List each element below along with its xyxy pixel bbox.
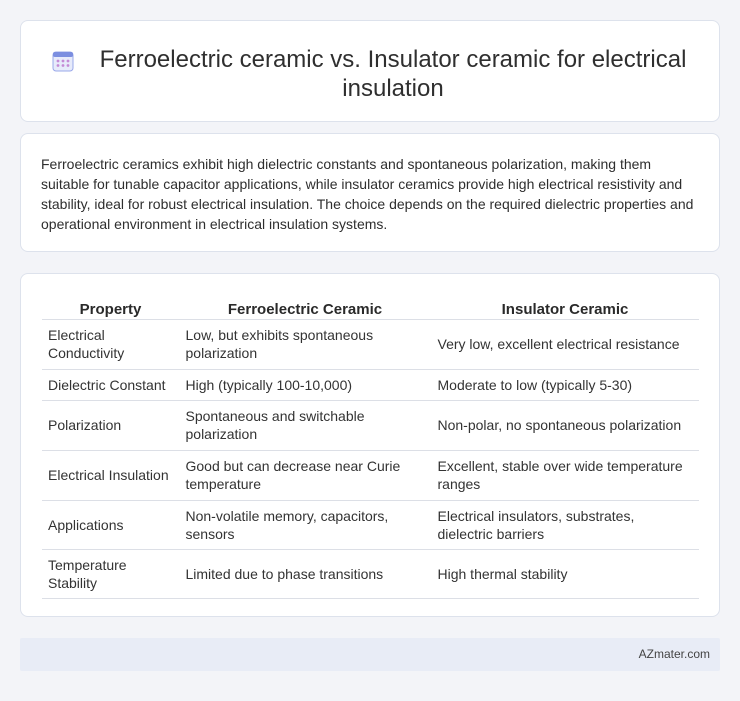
table-row (42, 319, 699, 369)
column-header-ferroelectric: Ferroelectric Ceramic (179, 292, 431, 319)
intro-paragraph: Ferroelectric ceramics exhibit high dielectric constants and spontaneous polarization, making them suitable for tunable capacitor applications, while insulator ceramics provide high electrical resistivity and stability, ideal for robust electrical insulation. The choice depends on the required dielectric properties and operational environment in electrical insulation systems. (41, 156, 694, 232)
property-cell: Electrical Conductivity (42, 319, 179, 369)
intro-card (20, 133, 720, 252)
insulator-cell: Excellent, stable over wide temperature ranges (431, 450, 699, 500)
ferroelectric-cell: Low, but exhibits spontaneous polarization (179, 319, 431, 369)
ferroelectric-cell: Good but can decrease near Curie temperature (179, 450, 431, 500)
insulator-cell: Electrical insulators, substrates, dielectric barriers (431, 500, 699, 549)
column-header-insulator: Insulator Ceramic (431, 292, 699, 319)
page-title: Ferroelectric ceramic vs. Insulator ceramic for electrical insulation (99, 46, 687, 102)
insulator-cell: Non-polar, no spontaneous polarization (431, 400, 699, 450)
calendar-grid-icon (51, 49, 75, 73)
property-cell: Temperature Stability (42, 549, 179, 598)
property-cell: Applications (42, 500, 179, 549)
table-row (42, 500, 699, 549)
footer-bar (20, 638, 720, 671)
ferroelectric-cell: Non-volatile memory, capacitors, sensors (179, 500, 431, 549)
ferroelectric-cell: High (typically 100-10,000) (179, 369, 431, 400)
table-row (42, 549, 699, 598)
insulator-cell: Moderate to low (typically 5-30) (431, 369, 699, 400)
comparison-table (42, 292, 699, 599)
table-row (42, 400, 699, 450)
property-cell: Electrical Insulation (42, 450, 179, 500)
column-header-property: Property (42, 292, 179, 319)
title-row (21, 21, 719, 103)
ferroelectric-cell: Limited due to phase transitions (179, 549, 431, 598)
comparison-card (20, 273, 720, 617)
property-cell: Polarization (42, 400, 179, 450)
table-row (42, 450, 699, 500)
table-header-row (42, 292, 699, 319)
insulator-cell: High thermal stability (431, 549, 699, 598)
insulator-cell: Very low, excellent electrical resistance (431, 319, 699, 369)
footer-site-link[interactable]: AZmater.com (638, 647, 710, 661)
ferroelectric-cell: Spontaneous and switchable polarization (179, 400, 431, 450)
table-row (42, 369, 699, 400)
property-cell: Dielectric Constant (42, 369, 179, 400)
title-card (20, 20, 720, 122)
